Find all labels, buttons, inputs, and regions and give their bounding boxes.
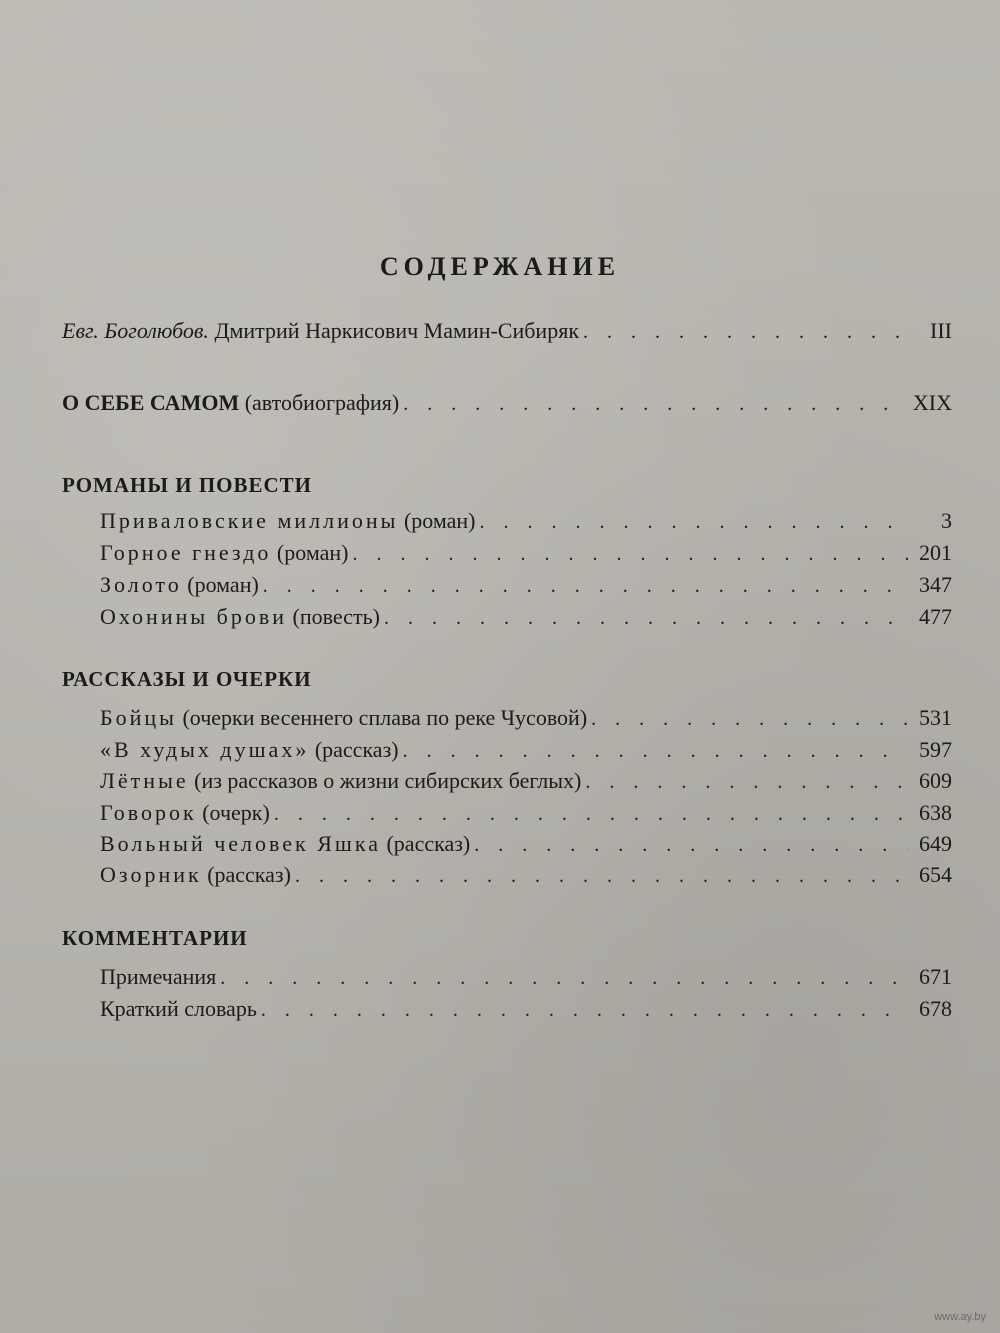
watermark: www.ay.by xyxy=(934,1311,986,1323)
toc-entry-label xyxy=(100,768,581,794)
page-number: 649 xyxy=(919,831,952,856)
toc-entry-intro xyxy=(62,318,952,344)
entry-title: Золото xyxy=(100,572,182,597)
toc-entry-label xyxy=(100,964,216,990)
entry-note: (очерки весеннего сплава по реке Чусовой) xyxy=(182,705,588,730)
entry-title: Вольный человек Яшка xyxy=(100,831,381,856)
toc-entry xyxy=(100,768,952,794)
leader-dots xyxy=(274,803,908,826)
leader-dots xyxy=(403,393,908,416)
page-number: 597 xyxy=(919,737,952,762)
leader-dots xyxy=(220,967,908,990)
page-number: 531 xyxy=(919,705,952,730)
toc-entry-label xyxy=(100,604,380,630)
section-heading-stories: РАССКАЗЫ И ОЧЕРКИ xyxy=(62,667,312,691)
toc-entry-autobio xyxy=(62,390,952,416)
toc-entry xyxy=(100,540,952,566)
entry-title: «В худых душах» xyxy=(100,737,310,762)
page-number: 678 xyxy=(919,996,952,1021)
entry-title: Лётные xyxy=(100,768,189,793)
toc-entry xyxy=(100,862,952,888)
entry-note: (роман) xyxy=(187,572,259,597)
toc-entry-label xyxy=(100,862,291,888)
entry-note: (повесть) xyxy=(292,604,380,629)
autobio-title: О СЕБЕ САМОМ xyxy=(62,390,240,415)
page-number: 477 xyxy=(919,604,952,629)
page-number: 671 xyxy=(919,964,952,989)
entry-title: Горное гнездо xyxy=(100,540,272,565)
leader-dots xyxy=(583,321,908,344)
leader-dots xyxy=(261,999,908,1022)
page-number: 201 xyxy=(919,540,952,565)
leader-dots xyxy=(403,740,908,763)
entry-title: Приваловские миллионы xyxy=(100,508,399,533)
toc-entry-label xyxy=(100,705,587,731)
page-number: III xyxy=(930,318,952,343)
page-title: СОДЕРЖАНИЕ xyxy=(379,252,621,281)
leader-dots xyxy=(384,607,908,630)
intro-title: Дмитрий Наркисович Мамин-Сибиряк xyxy=(214,318,580,343)
entry-title: Озорник xyxy=(100,862,202,887)
entry-note: (рассказ) xyxy=(314,737,399,762)
leader-dots xyxy=(295,865,908,888)
section-heading-comments: КОММЕНТАРИИ xyxy=(62,926,248,950)
entry-title: Бойцы xyxy=(100,705,177,730)
entry-note: (рассказ) xyxy=(386,831,471,856)
page-number: 3 xyxy=(941,508,952,533)
page-number: 347 xyxy=(919,572,952,597)
toc-entry xyxy=(100,964,952,990)
toc-entry xyxy=(100,800,952,826)
leader-dots xyxy=(591,708,908,731)
entry-title: Говорок xyxy=(100,800,197,825)
toc-entry-label xyxy=(100,508,475,534)
entry-title: Охонины брови xyxy=(100,604,288,629)
leader-dots xyxy=(263,575,908,598)
toc-entry-label xyxy=(100,996,257,1022)
leader-dots xyxy=(352,543,908,566)
toc-entry-label xyxy=(100,737,399,763)
toc-entry xyxy=(100,604,952,630)
toc-entry xyxy=(100,705,952,731)
page-number: 609 xyxy=(919,768,952,793)
entry-title: Примечания xyxy=(100,964,217,989)
toc-entry xyxy=(100,737,952,763)
toc-entry-label xyxy=(100,572,259,598)
entry-note: (рассказ) xyxy=(207,862,291,887)
toc-entry xyxy=(100,831,952,857)
leader-dots xyxy=(479,511,908,534)
leader-dots xyxy=(585,771,908,794)
entry-note: (очерк) xyxy=(202,800,270,825)
toc-entry xyxy=(100,508,952,534)
page-number: 638 xyxy=(919,800,952,825)
toc-entry-label xyxy=(100,540,348,566)
page-number: XIX xyxy=(912,390,952,415)
autobio-note: (автобиография) xyxy=(244,390,400,415)
entry-title: Краткий словарь xyxy=(100,996,257,1021)
intro-author: Евг. Боголюбов. xyxy=(62,318,209,343)
toc-entry-label xyxy=(62,318,579,344)
leader-dots xyxy=(474,834,908,857)
toc-entry-label xyxy=(100,831,470,857)
entry-note: (из рассказов о жизни сибирских беглых) xyxy=(194,768,582,793)
section-heading-novels: РОМАНЫ И ПОВЕСТИ xyxy=(62,473,313,497)
toc-entry xyxy=(100,996,952,1022)
toc-entry-label xyxy=(62,390,399,416)
page-number: 654 xyxy=(919,862,952,887)
toc-entry xyxy=(100,572,952,598)
entry-note: (роман) xyxy=(403,508,476,533)
entry-note: (роман) xyxy=(276,540,349,565)
toc-entry-label xyxy=(100,800,270,826)
